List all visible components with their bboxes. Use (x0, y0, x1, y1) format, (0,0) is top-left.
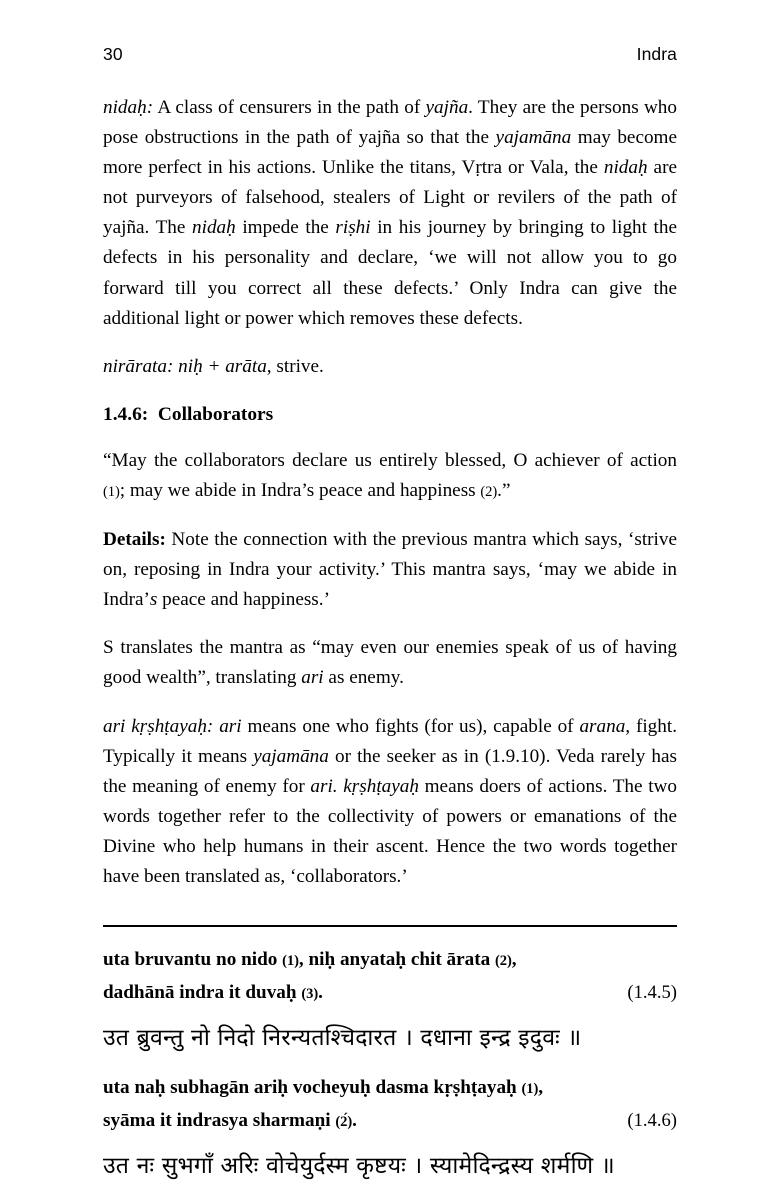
para-nidah-text-4: are not purveyors of falsehood, stealers of Light or revilers of the path of yajña. The (103, 157, 677, 239)
transliteration-line-3 (103, 1072, 677, 1105)
term-arana: arana, (579, 715, 631, 737)
translit-3-marker-1: (1) (521, 1081, 539, 1098)
para-nidah-text-1: A class of censurers in the path of (153, 97, 426, 118)
verse-reference-1: (1.4.5) (627, 982, 677, 1004)
translation-text-2: ; may we abide in Indra’s peace and happiness (119, 479, 481, 501)
devanagari-line-1: उत ब्रुवन्तु नो निदो निरन्यतश्चिदारत । दधाना इन्द्र इदुवः ॥ (103, 1025, 582, 1052)
transliteration-line-1 (103, 944, 677, 977)
transliteration-line-4 (103, 1105, 677, 1138)
term-nirarata: nirārata: niḥ + arāta, (103, 355, 272, 377)
term-nidah: nidaḥ: (103, 97, 154, 118)
page-number: 30 (103, 44, 123, 64)
translit-4-marker-1: (2́) (335, 1114, 353, 1131)
s-translates-text-1: S translates the mantra as “may even our enemies speak of us of having good wealth”, translating (103, 637, 677, 689)
verse-reference-2: (1.4.6) (627, 1110, 677, 1132)
ari-text-5: means doers of actions. The two words together refer to the collectivity of powers or emanations of the Divine who help humans in their ascent. Hence the two words together have been translated as, ‘collaborators.’ (103, 775, 677, 887)
para-nirarata-text: strive. (271, 355, 324, 377)
term-yajamana-2: yajamāna (253, 745, 329, 767)
term-ari-2: ari (219, 715, 242, 737)
ari-text-4: or the seeker as in (1.9.10). Veda rarely has the meaning of enemy for (103, 745, 677, 797)
running-head (103, 44, 677, 70)
translation-marker-1: (1) (103, 483, 120, 500)
details-text-1: Note the connection with the previous mantra which says, ‘strive on, reposing in Indra your activity.’ This mantra says, ‘may we abide in Indra’ (103, 529, 677, 611)
mantra-block-2 (103, 1072, 677, 1186)
term-nidah-3: nidaḥ (192, 217, 236, 239)
translit-1-text-1: uta bruvantu no nido (103, 949, 283, 971)
translit-3-text-2: , (538, 1077, 544, 1099)
translit-2-marker-1: (3) (301, 986, 319, 1003)
paragraph-nirarata (103, 352, 677, 382)
translit-1-text-3: , (511, 949, 517, 971)
details-text-2: peace and happiness.’ (157, 589, 330, 611)
para-nidah-text-2: . They are the persons who pose obstructions in the path of yajña so that the (103, 97, 677, 149)
term-ari: ari (301, 667, 324, 689)
term-rishi: riṣhi (335, 217, 371, 239)
paragraph-s-translates (103, 633, 677, 693)
term-ari-krshtayah-2: ari. kṛṣhṭayaḥ (310, 775, 419, 797)
term-ari-krshtayah: ari kṛṣhṭayaḥ: (103, 715, 214, 737)
paragraph-nidah (103, 93, 677, 334)
s-translates-text-2: as enemy. (323, 667, 404, 689)
term-nidah-2: nidaḥ (603, 157, 648, 179)
term-yajna: yajña (425, 97, 469, 118)
translation-marker-2: (2) (480, 483, 498, 500)
mantra-block-1 (103, 944, 677, 1058)
transliteration-line-2 (103, 977, 677, 1010)
para-nidah-text-6: in his journey by bringing to light the defects in his personality and declare, ‘we will not allow you to go forward till you correct all these defects.’ Only Indra can give the additional light or power which removes these defects. (103, 217, 677, 329)
translit-4-text-1: syāma it indrasya sharmaṇi (103, 1110, 336, 1132)
translit-1-marker-1: (1) (282, 953, 299, 970)
paragraph-ari-krshtayah (103, 712, 677, 893)
translation-text-3: .” (497, 479, 511, 501)
translit-4-text-2: . (352, 1110, 357, 1132)
para-nidah-text-3: may become more perfect in his actions. Unlike the titans, Vṛtra or Vala, the (103, 127, 678, 179)
translit-3-text-1: uta naḥ subhagān ariḥ vocheyuḥ dasma kṛṣhṭayaḥ (103, 1077, 522, 1099)
translit-2-text-1: dadhānā indra it duvaḥ (103, 982, 302, 1004)
translit-2-text-2: . (318, 982, 323, 1004)
translit-1-text-2: , niḥ anyataḥ chit ārata (298, 949, 496, 971)
paragraph-details (103, 525, 677, 615)
details-label: Details: (103, 529, 166, 551)
devanagari-line-2: उत नः सुभगाँ अरिः वोचेयुर्दस्म कृष्टयः । स्यामेदिन्द्रस्य शर्मणि ॥ (103, 1153, 615, 1180)
term-yajamana: yajamāna (495, 127, 572, 149)
book-title: Indra (636, 44, 677, 64)
paragraph-translation (103, 446, 677, 507)
translation-text-1: “May the collaborators declare us entirely blessed, O achiever of action (103, 449, 677, 471)
translit-1-marker-2: (2) (495, 953, 512, 970)
ari-text-3: fight. Typically it means (103, 715, 677, 767)
ari-text-2: means one who fights (for us), capable of (241, 715, 580, 737)
para-nidah-text-5: impede the (235, 217, 336, 239)
details-italic-s: s (149, 589, 158, 611)
section-heading: 1.4.6: Collaborators (103, 403, 274, 425)
horizontal-divider (103, 925, 677, 927)
